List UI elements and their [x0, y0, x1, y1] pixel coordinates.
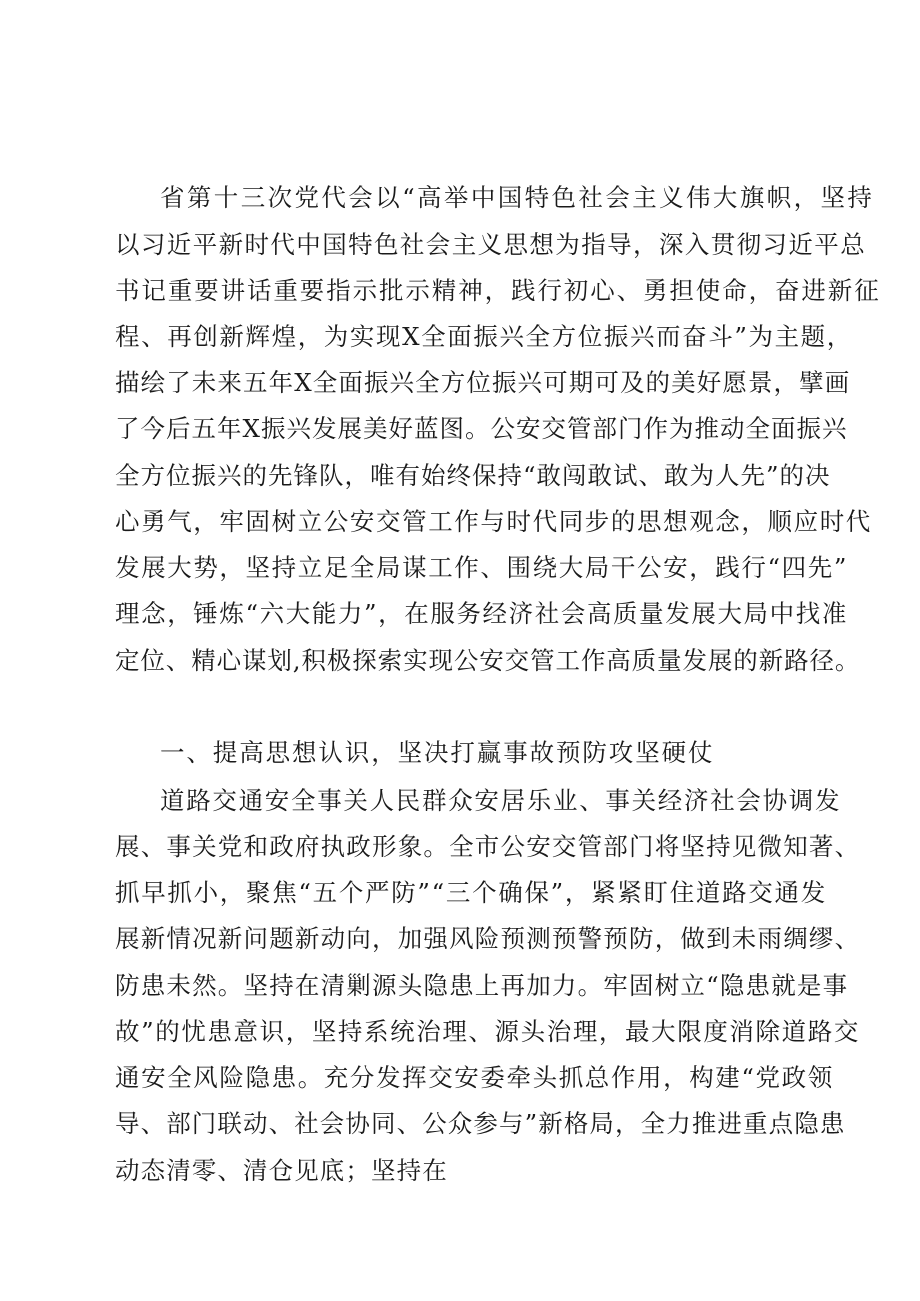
paragraph-2-line-4: 展新情况新问题新动向，加强风险预测预警预防，做到未雨绸缪、: [115, 924, 861, 953]
paragraph-2-line-3: 抓早抓小，聚焦“五个严防”“三个确保”，紧紧盯住道路交通发: [115, 878, 827, 907]
paragraph-2-line-2: 展、事关党和政府执政形象。全市公安交管部门将坚持见微知著、: [115, 832, 861, 861]
paragraph-2-line-7: 通安全风险隐患。充分发挥交安委牵头抓总作用，构建“党政领: [115, 1063, 834, 1092]
paragraph-1-line-9: 发展大势，坚持立足全局谋工作、围绕大局干公安，践行“四先”: [115, 553, 848, 582]
paragraph-2-line-9: 动态清零、清仓见底；坚持在: [115, 1156, 448, 1185]
paragraph-1-line-6: 了今后五年X振兴发展美好蓝图。公安交管部门作为推动全面振兴: [115, 414, 848, 443]
paragraph-1-line-3: 书记重要讲话重要指示批示精神，践行初心、勇担使命，奋进新征: [115, 276, 881, 305]
paragraph-1-line-11: 定位、精心谋划,积极探索实现公安交管工作高质量发展的新路径。: [115, 646, 861, 675]
paragraph-1-line-5: 描绘了未来五年X全面振兴全方位振兴可期可及的美好愿景，擘画: [115, 368, 851, 397]
paragraph-2-line-6: 故”的忧患意识，坚持系统治理、源头治理，最大限度消除道路交: [115, 1017, 860, 1046]
paragraph-2-line-1: 道路交通安全事关人民群众安居乐业、事关经济社会协调发: [160, 786, 842, 815]
paragraph-1-line-8: 心勇气，牢固树立公安交管工作与时代同步的思想观念，顺应时代: [115, 507, 872, 536]
paragraph-1-line-2: 以习近平新时代中国特色社会主义思想为指导，深入贯彻习近平总: [115, 230, 867, 259]
section-heading-1: 一、提高思想认识，坚决打赢事故预防攻坚硬仗: [160, 738, 715, 767]
paragraph-1-line-1: 省第十三次党代会以“高举中国特色社会主义伟大旗帜，坚持: [160, 183, 875, 212]
paragraph-2-line-5: 防患未然。坚持在清剿源头隐患上再加力。牢固树立“隐患就是事: [115, 971, 849, 1000]
paragraph-2-line-8: 导、部门联动、社会协同、公众参与”新格局，全力推进重点隐患: [115, 1109, 846, 1138]
paragraph-1-line-7: 全方位振兴的先锋队，唯有始终保持“敢闯敢试、敢为人先”的决: [115, 461, 831, 490]
paragraph-1-line-10: 理念，锤炼“六大能力”，在服务经济社会高质量发展大局中找准: [115, 599, 848, 628]
paragraph-1-line-4: 程、再创新辉煌，为实现X全面振兴全方位振兴而奋斗”为主题，: [115, 322, 853, 351]
